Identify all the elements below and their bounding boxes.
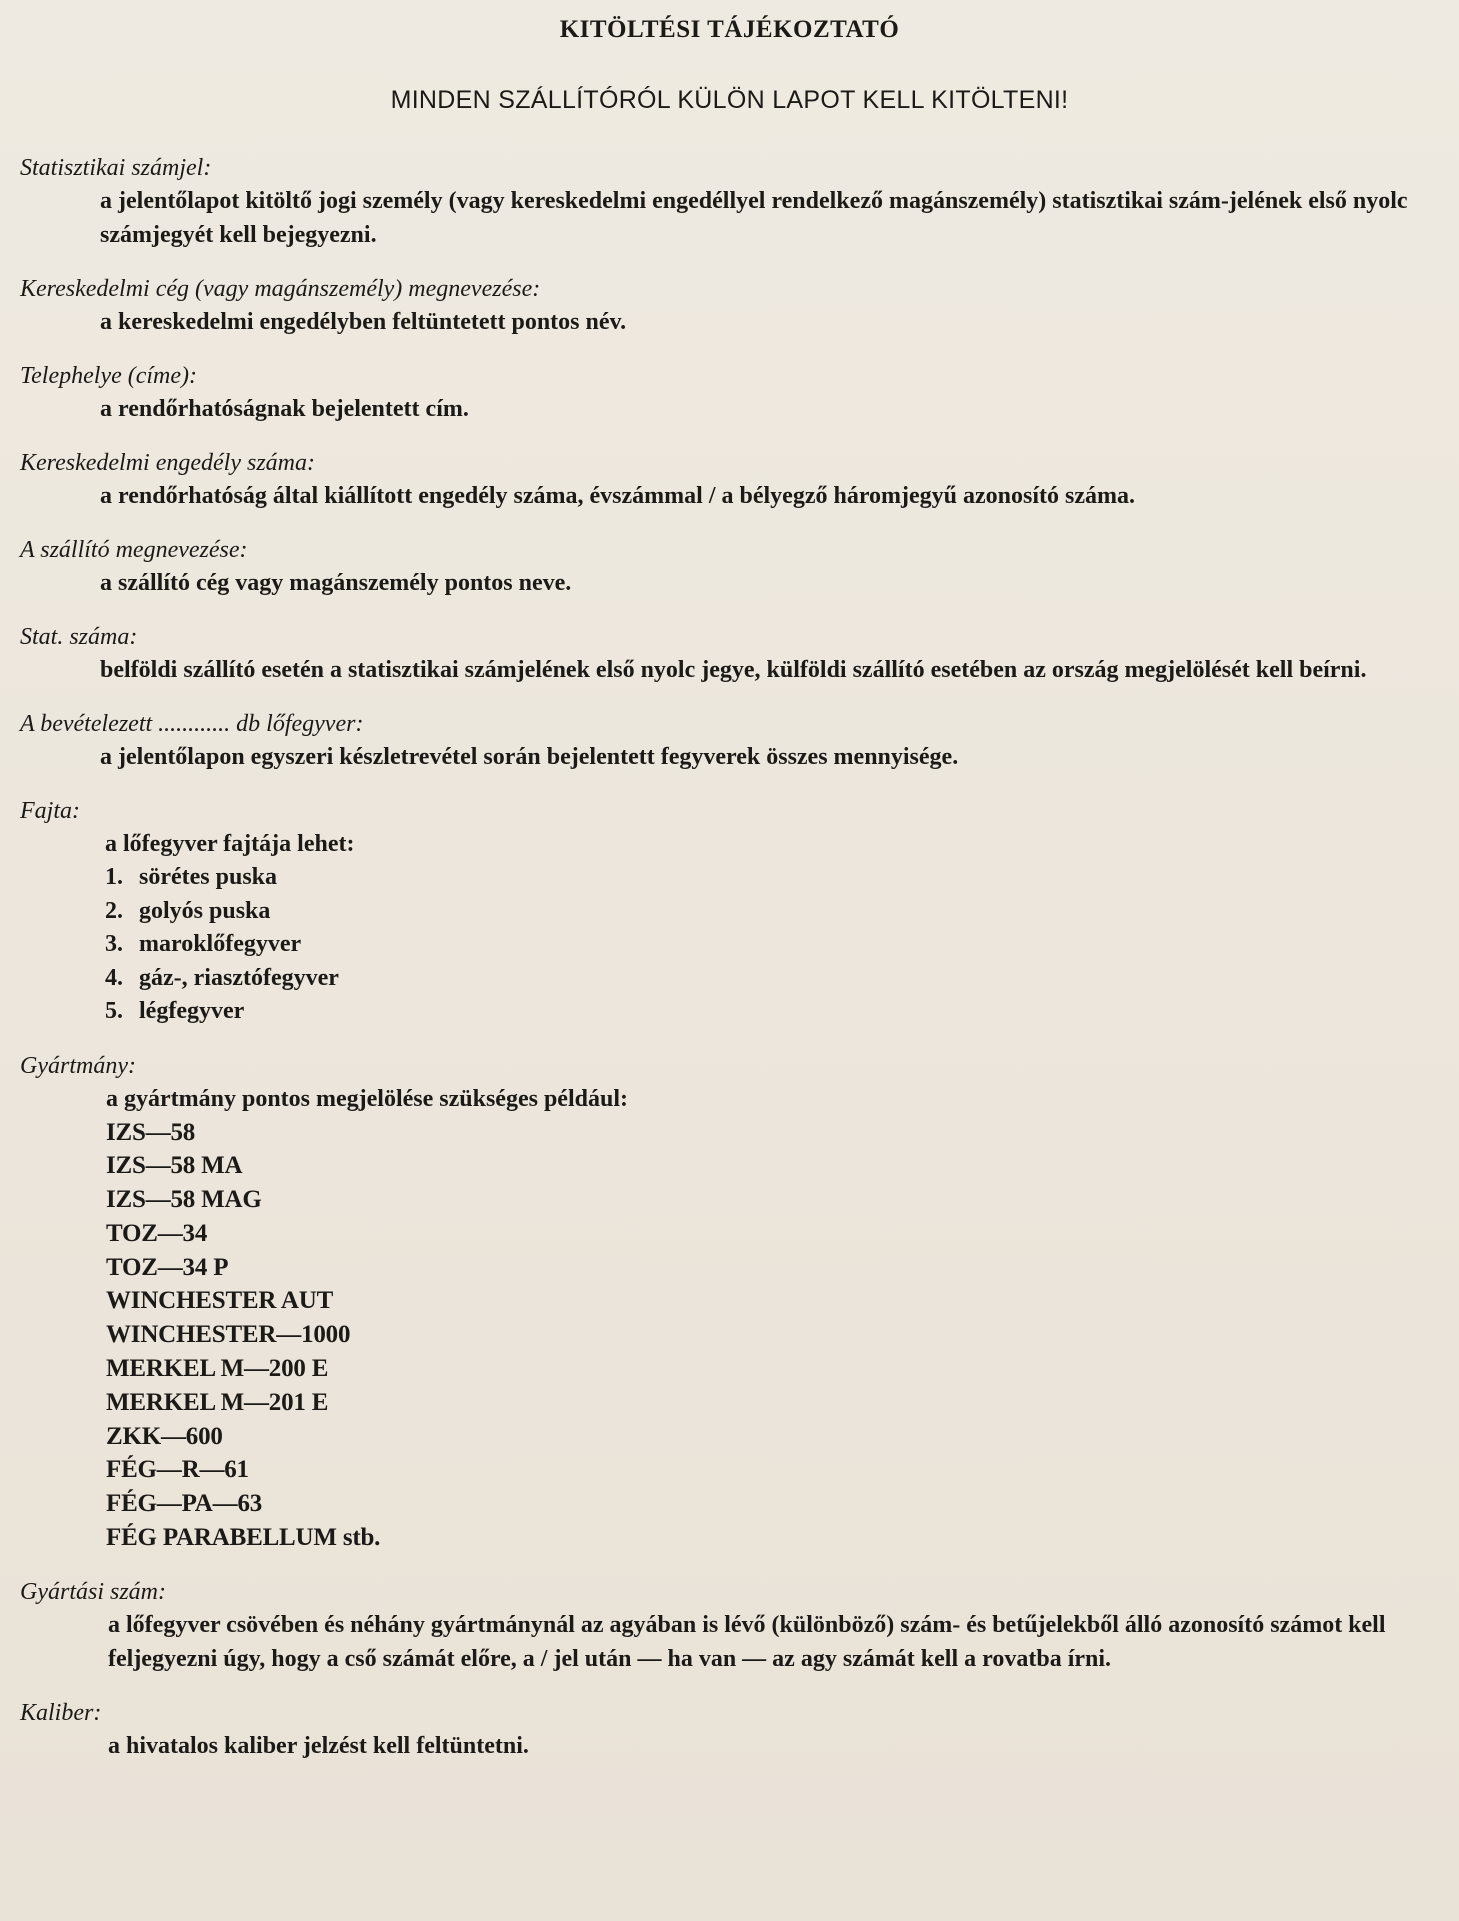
model-item: FÉG—PA—63 [106,1490,263,1518]
section-stat-number [20,621,1430,687]
section-label: A bevételezett ............ db lőfegyver: [20,711,364,737]
firearm-type-list [20,861,1430,1029]
model-item: ZKK—600 [106,1422,223,1450]
section-text: a szállító cég vagy magánszemély pontos neve. [100,570,572,596]
section-make [20,1050,1430,1555]
section-label: Stat. száma: [20,624,138,650]
section-text: a rendőrhatóságnak bejelentett cím. [100,396,469,422]
model-item: TOZ—34 [106,1219,208,1247]
list-item: 5. légfegyver [105,998,245,1024]
model-item: MERKEL M—201 E [106,1388,329,1416]
section-text: a hivatalos kaliber jelzést kell feltüntetni. [108,1732,529,1759]
section-statistical-number [20,152,1430,252]
list-item: 2. golyós puska [105,897,271,924]
model-item: WINCHESTER AUT [106,1287,334,1315]
model-item: MERKEL M—200 E [106,1355,329,1383]
section-label: Kaliber: [20,1699,102,1726]
section-text: a lőfegyver fajtája lehet: [105,831,355,857]
section-label: Kereskedelmi cég (vagy magánszemély) megnevezése: [20,276,541,302]
model-item: IZS—58 MAG [106,1186,262,1214]
section-label: Gyártási szám: [20,1578,167,1605]
section-license-number [20,447,1430,513]
section-label: Telephelye (címe): [20,363,198,389]
instructions-content [20,152,1430,1784]
model-item: IZS—58 MA [106,1152,243,1180]
section-serial-number [20,1576,1430,1676]
section-text: a gyártmány pontos megjelölése szükséges például: [106,1085,628,1112]
section-text: a jelentőlapon egyszeri készletrevétel során bejelentett fegyverek összes mennyisége. [100,744,959,770]
section-text: a jelentőlapot kitöltő jogi személy (vagy kereskedelmi engedéllyel rendelkező magánszemély) statisztikai szám-jelének első nyolc számjegyét kell bejegyezni. [100,188,1408,248]
model-item: IZS—58 [106,1118,196,1146]
section-label: A szállító megnevezése: [20,537,248,563]
section-label: Kereskedelmi engedély száma: [20,450,316,476]
model-item: WINCHESTER—1000 [106,1321,351,1349]
list-item: 1. sörétes puska [105,864,278,890]
section-supplier-name [20,534,1430,600]
section-label: Statisztikai számjel: [20,155,212,181]
list-item: 4. gáz-, riasztófegyver [105,964,339,991]
page-subtitle: MINDEN SZÁLLÍTÓRÓL KÜLÖN LAPOT KELL KITÖLTENI! [390,86,1069,114]
section-text: a rendőrhatóság által kiállított engedély száma, évszámmal / a bélyegző háromjegyű azonosító száma. [100,483,1135,509]
section-text: a kereskedelmi engedélyben feltüntetett pontos név. [100,309,627,335]
section-received-firearms [20,708,1430,774]
section-type [20,795,1430,1029]
section-company-name [20,273,1430,339]
model-item: FÉG PARABELLUM stb. [106,1524,381,1552]
model-item: FÉG—R—61 [106,1456,249,1484]
section-label: Gyártmány: [20,1052,136,1079]
model-item: TOZ—34 P [106,1253,229,1281]
section-text: a lőfegyver csövében és néhány gyártmánynál az agyában is lévő (különböző) szám- és betűjelekből álló azonosító számot kell feljegyezni úgy, hogy a cső számát előre, a / jel után — ha van — az agy számát kell a rovatba írni. [108,1611,1386,1672]
section-caliber [20,1697,1430,1763]
list-item: 3. maroklőfegyver [105,931,302,957]
section-label: Fajta: [20,798,80,824]
model-list [20,1116,1430,1555]
section-text: belföldi szállító esetén a statisztikai számjelének első nyolc jegye, külföldi szállító esetében az ország megjelölését kell beírni. [100,657,1367,683]
page-title: KITÖLTÉSI TÁJÉKOZTATÓ [559,16,900,43]
section-site-address [20,360,1430,426]
